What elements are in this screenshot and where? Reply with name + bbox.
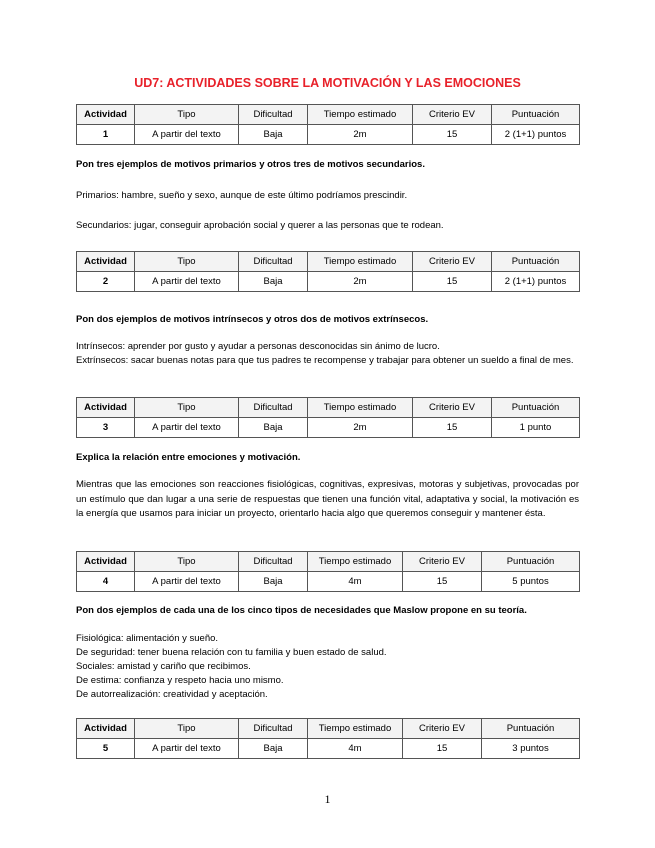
activity-time: 4m	[308, 572, 403, 592]
activity-time: 2m	[308, 272, 413, 292]
question-4: Pon dos ejemplos de cada una de los cinco tipos de necesidades que Maslow propone en su teoría.	[76, 605, 527, 616]
header-criterio: Criterio EV	[403, 719, 482, 739]
activity-score: 1 punto	[492, 418, 580, 438]
activity-score: 2 (1+1) puntos	[492, 125, 580, 145]
activity-type: A partir del texto	[135, 418, 239, 438]
activity-number: 1	[77, 125, 135, 145]
activity-type: A partir del texto	[135, 572, 239, 592]
header-actividad: Actividad	[77, 398, 135, 418]
answer-4c: Sociales: amistad y cariño que recibimos.	[76, 661, 251, 672]
activity-number: 3	[77, 418, 135, 438]
header-tiempo: Tiempo estimado	[308, 398, 413, 418]
header-actividad: Actividad	[77, 252, 135, 272]
activity-difficulty: Baja	[239, 739, 308, 759]
header-tipo: Tipo	[135, 719, 239, 739]
activity-score: 2 (1+1) puntos	[492, 272, 580, 292]
activity-table-1	[76, 104, 580, 145]
header-actividad: Actividad	[77, 719, 135, 739]
activity-difficulty: Baja	[239, 418, 308, 438]
answer-4a: Fisiológica: alimentación y sueño.	[76, 633, 219, 644]
header-tiempo: Tiempo estimado	[308, 552, 403, 572]
activity-criterion: 15	[403, 572, 482, 592]
header-puntuacion: Puntuación	[492, 398, 580, 418]
header-tipo: Tipo	[135, 398, 239, 418]
activity-table-2	[76, 251, 580, 292]
header-criterio: Criterio EV	[403, 552, 482, 572]
page-number: 1	[324, 792, 331, 806]
answer-4e: De autorrealización: creatividad y aceptación.	[76, 689, 268, 700]
header-actividad: Actividad	[77, 552, 135, 572]
table-row	[77, 739, 580, 759]
header-criterio: Criterio EV	[413, 252, 492, 272]
question-1: Pon tres ejemplos de motivos primarios y otros tres de motivos secundarios.	[76, 159, 425, 170]
header-dificultad: Dificultad	[239, 398, 308, 418]
header-criterio: Criterio EV	[413, 398, 492, 418]
header-tipo: Tipo	[135, 105, 239, 125]
activity-difficulty: Baja	[239, 272, 308, 292]
activity-type: A partir del texto	[135, 272, 239, 292]
header-dificultad: Dificultad	[239, 252, 308, 272]
activity-number: 4	[77, 572, 135, 592]
header-puntuacion: Puntuación	[492, 105, 580, 125]
activity-table-3	[76, 397, 580, 438]
header-puntuacion: Puntuación	[492, 252, 580, 272]
document-title: UD7: ACTIVIDADES SOBRE LA MOTIVACIÓN Y LAS EMOCIONES	[134, 76, 521, 90]
answer-4d: De estima: confianza y respeto hacia uno mismo.	[76, 675, 284, 686]
activity-type: A partir del texto	[135, 125, 239, 145]
answer-2a: Intrínsecos: aprender por gusto y ayudar a personas desconocidas sin ánimo de lucro.	[76, 341, 440, 352]
header-puntuacion: Puntuación	[482, 719, 580, 739]
table-row	[77, 272, 580, 292]
answer-4b: De seguridad: tener buena relación con tu familia y buen estado de salud.	[76, 647, 387, 658]
table-row	[77, 418, 580, 438]
table-row	[77, 572, 580, 592]
header-dificultad: Dificultad	[239, 105, 308, 125]
activity-criterion: 15	[413, 418, 492, 438]
header-dificultad: Dificultad	[239, 719, 308, 739]
header-tipo: Tipo	[135, 552, 239, 572]
activity-score: 5 puntos	[482, 572, 580, 592]
activity-type: A partir del texto	[135, 739, 239, 759]
table-row	[77, 125, 580, 145]
activity-criterion: 15	[413, 272, 492, 292]
activity-criterion: 15	[403, 739, 482, 759]
activity-table-5	[76, 718, 580, 759]
header-actividad: Actividad	[77, 105, 135, 125]
activity-time: 4m	[308, 739, 403, 759]
activity-number: 5	[77, 739, 135, 759]
question-2: Pon dos ejemplos de motivos intrínsecos y otros dos de motivos extrínsecos.	[76, 314, 429, 325]
header-puntuacion: Puntuación	[482, 552, 580, 572]
activity-score: 3 puntos	[482, 739, 580, 759]
activity-criterion: 15	[413, 125, 492, 145]
question-3: Explica la relación entre emociones y motivación.	[76, 452, 301, 463]
activity-number: 2	[77, 272, 135, 292]
activity-difficulty: Baja	[239, 572, 308, 592]
header-dificultad: Dificultad	[239, 552, 308, 572]
header-tiempo: Tiempo estimado	[308, 252, 413, 272]
header-tipo: Tipo	[135, 252, 239, 272]
activity-time: 2m	[308, 125, 413, 145]
header-tiempo: Tiempo estimado	[308, 719, 403, 739]
header-criterio: Criterio EV	[413, 105, 492, 125]
header-tiempo: Tiempo estimado	[308, 105, 413, 125]
answer-1b: Secundarios: jugar, conseguir aprobación social y querer a las personas que te rodean.	[76, 220, 444, 231]
activity-time: 2m	[308, 418, 413, 438]
activity-difficulty: Baja	[239, 125, 308, 145]
answer-2b: Extrínsecos: sacar buenas notas para que tus padres te recompense y trabajar para obtener un sueldo a final de mes.	[76, 355, 574, 366]
activity-table-4	[76, 551, 580, 592]
answer-3: Mientras que las emociones son reacciones fisiológicas, cognitivas, expresivas, motoras y subjetivas, provocadas por un estímulo que dan lugar a una serie de respuestas que tienen una función vital, adaptativa y social, la motivación es la energía que usamos para iniciar un proyecto, orientarlo hacia algo que queremos conseguir y mantener ésta.	[76, 479, 579, 519]
answer-1a: Primarios: hambre, sueño y sexo, aunque de este último podríamos prescindir.	[76, 190, 408, 201]
